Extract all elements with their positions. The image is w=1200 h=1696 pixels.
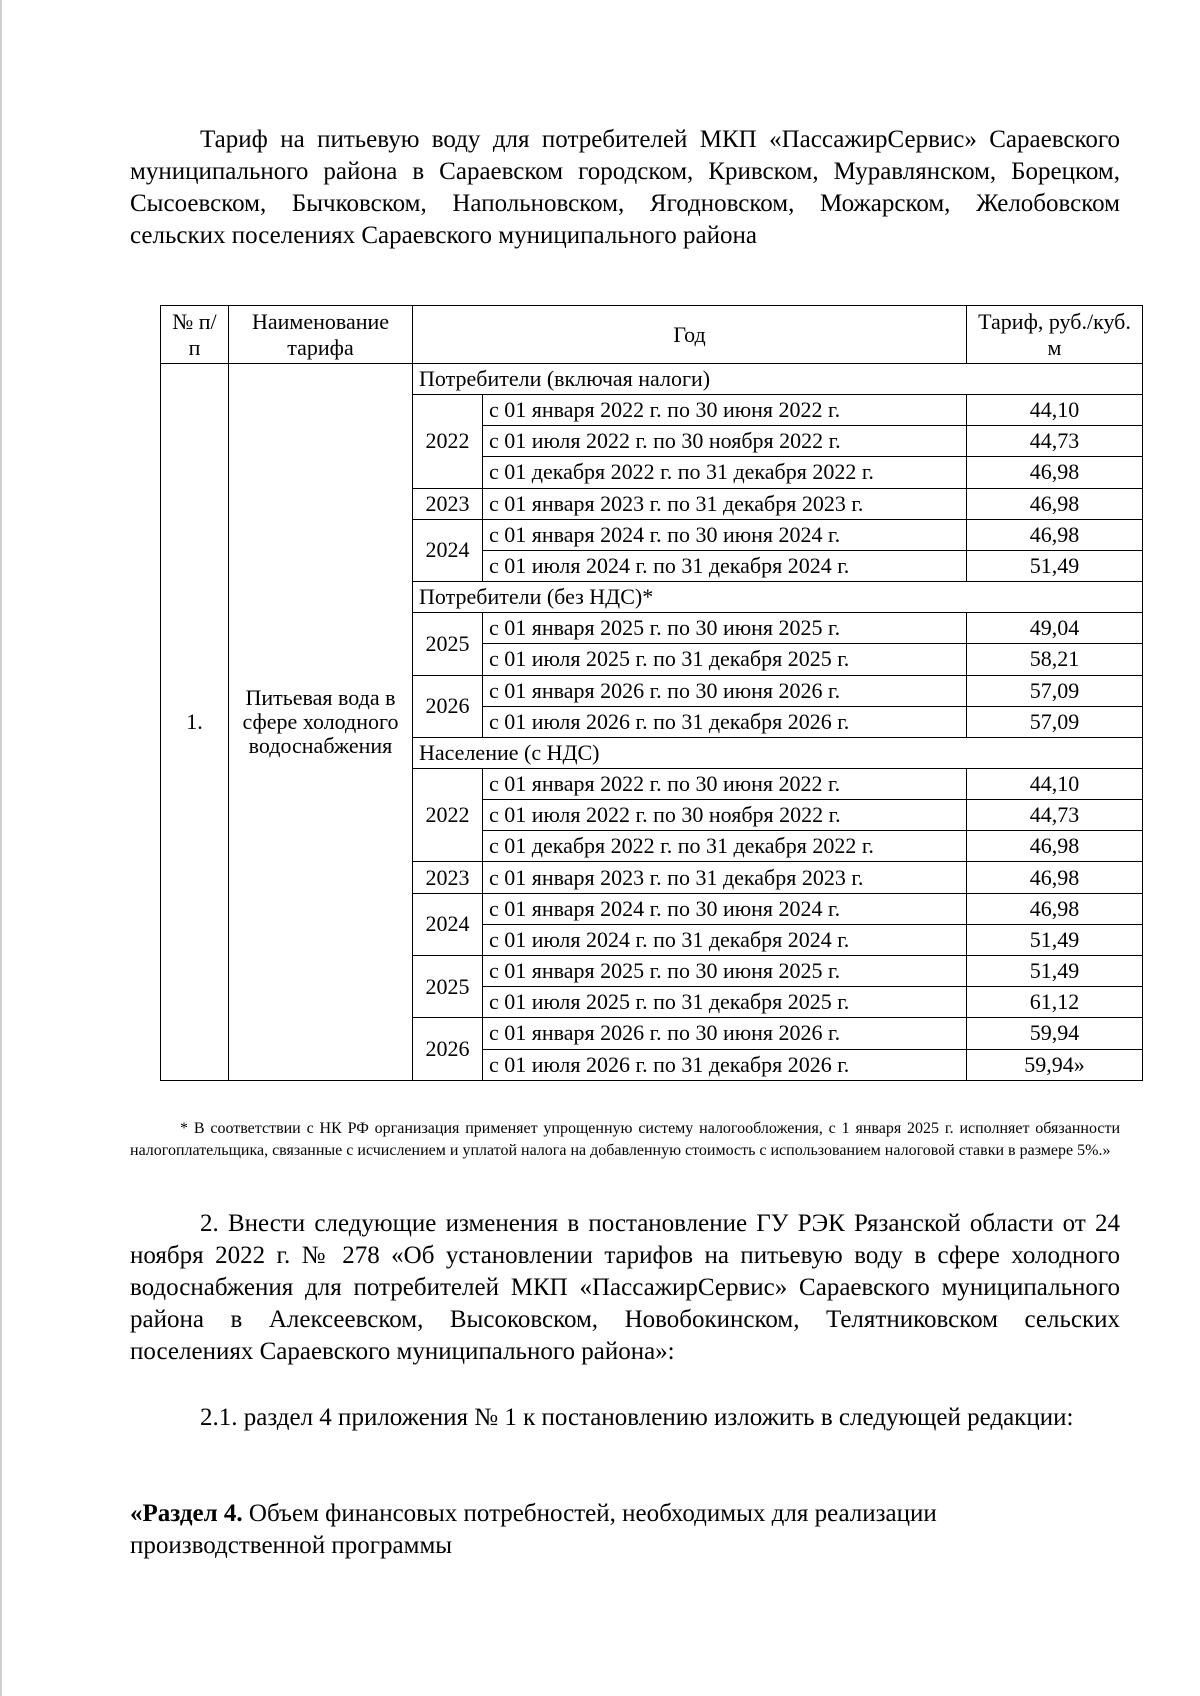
- section-4-label: «Раздел 4.: [130, 1500, 243, 1527]
- period-cell: с 01 января 2023 г. по 31 декабря 2023 г.: [483, 488, 967, 519]
- tariff-value-cell: 46,98: [967, 519, 1143, 550]
- period-cell: с 01 июля 2022 г. по 30 ноября 2022 г.: [483, 426, 967, 457]
- tariff-value-cell: 44,73: [967, 800, 1143, 831]
- period-cell: с 01 июля 2025 г. по 31 декабря 2025 г.: [483, 987, 967, 1018]
- period-cell: с 01 декабря 2022 г. по 31 декабря 2022 г.: [483, 457, 967, 488]
- tariff-value-cell: 58,21: [967, 644, 1143, 675]
- period-cell: с 01 июля 2026 г. по 31 декабря 2026 г.: [483, 706, 967, 737]
- year-cell: 2023: [413, 488, 483, 519]
- year-cell: 2025: [413, 613, 483, 675]
- tariff-value-cell: 46,98: [967, 457, 1143, 488]
- item-2-paragraph: 2. Внести следующие изменения в постановление ГУ РЭК Рязанской области от 24 ноября 2022 г. № 278 «Об установлении тарифов на питьевую воду в сфере холодного водоснабжения для потребителей МКП «ПассажирСервис» Сараевского муниципального района в Алексеевском, Высоковском, Новобокинском, Телятниковском сельских поселениях Сараевского муниципального района»:: [130, 1210, 1120, 1365]
- footnote: [130, 1118, 1120, 1162]
- tariff-value-cell: 46,98: [967, 862, 1143, 893]
- period-cell: с 01 января 2026 г. по 30 июня 2026 г.: [483, 675, 967, 706]
- year-cell: 2024: [413, 519, 483, 581]
- period-cell: с 01 июля 2024 г. по 31 декабря 2024 г.: [483, 550, 967, 581]
- group-row: [161, 364, 1143, 395]
- tariff-value-cell: 59,94: [967, 1018, 1143, 1049]
- year-cell: 2024: [413, 893, 483, 955]
- section-4-text: Объем финансовых потребностей, необходимых для реализации производственной программы: [130, 1500, 937, 1559]
- year-cell: 2023: [413, 862, 483, 893]
- year-cell: 2022: [413, 768, 483, 862]
- year-cell: 2026: [413, 675, 483, 737]
- table-header-row: [161, 306, 1143, 364]
- period-cell: с 01 июля 2025 г. по 31 декабря 2025 г.: [483, 644, 967, 675]
- period-cell: с 01 января 2025 г. по 30 июня 2025 г.: [483, 956, 967, 987]
- period-cell: с 01 января 2022 г. по 30 июня 2022 г.: [483, 768, 967, 799]
- tariff-value-cell: 44,10: [967, 768, 1143, 799]
- period-cell: с 01 января 2022 г. по 30 июня 2022 г.: [483, 395, 967, 426]
- tariff-value-cell: 49,04: [967, 613, 1143, 644]
- period-cell: с 01 января 2024 г. по 30 июня 2024 г.: [483, 519, 967, 550]
- tariff-table: [160, 305, 1143, 1081]
- group-label: Потребители (включая налоги): [413, 364, 1143, 395]
- tariff-value-cell: 57,09: [967, 706, 1143, 737]
- tariff-value-cell: 51,49: [967, 550, 1143, 581]
- page-edge-line: [0, 0, 2, 1696]
- tariff-value-cell: 51,49: [967, 924, 1143, 955]
- tariff-value-cell: 59,94»: [967, 1049, 1143, 1080]
- header-tariff: Тариф, руб./куб. м: [967, 306, 1143, 364]
- tariff-value-cell: 46,98: [967, 893, 1143, 924]
- tariff-value-cell: 57,09: [967, 675, 1143, 706]
- group-label: Население (с НДС): [413, 737, 1143, 768]
- period-cell: с 01 декабря 2022 г. по 31 декабря 2022 г.: [483, 831, 967, 862]
- item-2-1-paragraph: 2.1. раздел 4 приложения № 1 к постановлению изложить в следующей редакции:: [200, 1404, 1074, 1431]
- period-cell: с 01 июля 2022 г. по 30 ноября 2022 г.: [483, 800, 967, 831]
- tariff-value-cell: 61,12: [967, 987, 1143, 1018]
- group-label: Потребители (без НДС)*: [413, 582, 1143, 613]
- period-cell: с 01 июля 2026 г. по 31 декабря 2026 г.: [483, 1049, 967, 1080]
- table-body: [161, 364, 1143, 1081]
- header-num: № п/п: [161, 306, 229, 364]
- period-cell: с 01 июля 2024 г. по 31 декабря 2024 г.: [483, 924, 967, 955]
- footnote-text: * В соответствии с НК РФ организация применяет упрощенную систему налогообложения, с 1 января 2025 г. исполняет обязанности налогоплательщика, связанные с исчислением и уплатой налога на добавленную стоимость с использованием налоговой ставки в размере 5%.»: [130, 1120, 1120, 1159]
- year-cell: 2022: [413, 395, 483, 489]
- tariff-name: Питьевая вода в сфере холодного водоснабжения: [229, 364, 413, 1081]
- intro-paragraph: Тариф на питьевую воду для потребителей МКП «ПассажирСервис» Сараевского муниципального района в Сараевском городском, Кривском, Муравлянском, Борецком, Сысоевском, Бычковском, Напольновском, Ягодновском, Можарском, Желобовском сельских поселениях Сараевского муниципального района: [130, 126, 1120, 249]
- year-cell: 2026: [413, 1018, 483, 1080]
- period-cell: с 01 января 2023 г. по 31 декабря 2023 г.: [483, 862, 967, 893]
- section-4-heading: [130, 1498, 1080, 1562]
- tariff-value-cell: 46,98: [967, 831, 1143, 862]
- year-cell: 2025: [413, 956, 483, 1018]
- row-number: 1.: [161, 364, 229, 1081]
- period-cell: с 01 января 2026 г. по 30 июня 2026 г.: [483, 1018, 967, 1049]
- period-cell: с 01 января 2025 г. по 30 июня 2025 г.: [483, 613, 967, 644]
- tariff-value-cell: 51,49: [967, 956, 1143, 987]
- period-cell: с 01 января 2024 г. по 30 июня 2024 г.: [483, 893, 967, 924]
- tariff-value-cell: 44,10: [967, 395, 1143, 426]
- header-year: Год: [413, 306, 967, 364]
- header-name: Наименование тарифа: [229, 306, 413, 364]
- tariff-value-cell: 46,98: [967, 488, 1143, 519]
- tariff-value-cell: 44,73: [967, 426, 1143, 457]
